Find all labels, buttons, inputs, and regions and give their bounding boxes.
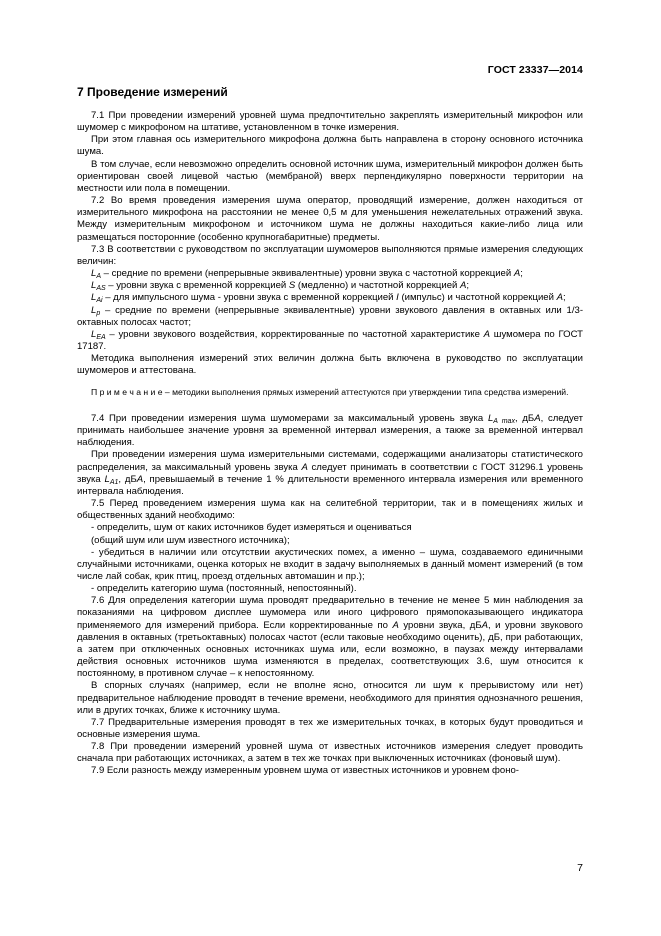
paragraph-7-4: 7.4 При проведении измерения шума шумомерами за максимальный уровень звука $L_{A max}$, дБA, следует принимать наибольшее значение уровня за временной интервал измерения, а также за временной интервал наблюдения.	[77, 412, 584, 449]
paragraph-7-6: 7.6 Для определения категории шума проводят предварительно в течение не менее 5 мин наблюдения за показаниями на цифровом дисплее шумомера или иного цифрового прямопоказывающего индикатора применяемого для измерений прибора. Если корректированные по A уровни звука, дБA, и уровни звукового давления в октавных (третьоктавных) полосах частот (если таковые необходимо оценить), дБ, при работающих, а затем при отключенных основных источниках шума или, если возможно, в паузах между интервалами действия основных источников шума изменяются в пределах, соответствующих 3.6, шум относится к постоянному, в противном случае – к непостоянному.	[77, 595, 583, 680]
paragraph: 7.1 При проведении измерений уровней шума предпочтительно закреплять измерительный микрофон или шумомер с микрофоном на штативе, установленном в точке измерения.	[77, 110, 583, 134]
paragraph: 7.3 В соответствии с руководством по эксплуатации шумомеров выполняются прямые измерения следующих величин:	[77, 243, 583, 267]
list-item: (общий шум или шум известного источника);	[91, 534, 290, 546]
definition-lp: $L_p$ – средние по времени (непрерывные эквивалентные) уровни звукового давления в октавных или 1/3-октавных полосах частот;	[77, 304, 583, 328]
paragraph: Методика выполнения измерений этих величин должна быть включена в руководство по эксплуатации шумомеров и аттестована.	[77, 353, 583, 377]
list-item: - определить категорию шума (постоянный, непостоянный).	[91, 583, 357, 595]
note: П р и м е ч а н и е – методики выполнения прямых измерений аттестуются при утверждении типа средства измерений.	[91, 387, 569, 398]
paragraph: 7.9 Если разность между измеренным уровнем шума от известных источников и уровнем фоно-	[91, 765, 519, 777]
list-item: - убедиться в наличии или отсутствии акустических помех, а именно – шума, создаваемого единичными случайными источниками, оценка которых не входит в задачу выполняемых в данный момент измерений (в том числе лай собак, крик птиц, проезд отдельных автомашин и пр.);	[77, 546, 583, 582]
paragraph: 7.8 При проведении измерений уровней шума от известных источников измерения следует проводить сначала при работающих источниках, а затем в тех же точках при выключенных источниках (фоновый шум).	[77, 741, 583, 765]
definition-lai: $L_{Ai}$ – для импульсного шума - уровни звука с временной коррекцией I (импульс) и частотной коррекцией A;	[91, 292, 566, 305]
paragraph-max-level: При проведении измерения шума измерительными системами, содержащими анализаторы статистического распределения, за максимальный уровень звука A следует принимать в соответствии с ГОСТ 31296.1 уровень звука $L_{A1}$, дБA, превышаемый в течение 1 % длительности временного интервала измерения или временного интервала наблюдения.	[77, 449, 583, 497]
paragraph: 7.7 Предварительные измерения проводят в тех же измерительных точках, в которых будут проводиться и основные измерения шума.	[77, 716, 583, 740]
page-number: 7	[577, 862, 583, 874]
document-code: ГОСТ 23337—2014	[487, 64, 583, 76]
paragraph: 7.2 Во время проведения измерения шума оператор, проводящий измерение, должен находиться от измерительного микрофона на расстоянии не менее 0,5 м для уменьшения нежелательных отражений звука. Между измерительным микрофоном и источником шума не должны находиться какие-либо лица или размещаться посторонние (особенно крупногабаритные) предметы.	[77, 195, 583, 243]
definition-las: $L_{AS}$ – уровни звука с временной коррекцией S (медленно) и частотной коррекцией A;	[91, 280, 470, 293]
definition-la: $L_A$ – средние по времени (непрерывные эквивалентные) уровни звука с частотной коррекцией A;	[91, 268, 523, 281]
paragraph: 7.5 Перед проведением измерения шума как на селитебной территории, так и в помещениях жилых и общественных зданий необходимо:	[77, 498, 583, 522]
paragraph: В спорных случаях (например, если не вполне ясно, относится ли шум к прерывистому или нет) предварительное наблюдение проводят в течение времени, необходимого для принятия однозначного решения, или в других точках, ближе к источнику шума.	[77, 680, 583, 716]
paragraph: При этом главная ось измерительного микрофона должна быть направлена в сторону основного источника шума.	[77, 134, 583, 158]
paragraph: В том случае, если невозможно определить основной источник шума, измерительный микрофон должен быть ориентирован своей лицевой частью (мембраной) вверх перпендикулярно поверхности территории на местности или пола в помещении.	[77, 158, 583, 194]
definition-lea: $L_{EA}$ – уровни звукового воздействия, корректированные по частотной характеристике A шумомера по ГОСТ 17187.	[77, 328, 583, 352]
section-title: 7 Проведение измерений	[77, 85, 228, 99]
section-body	[77, 110, 583, 778]
list-item: - определить, шум от каких источников будет измеряться и оцениваться	[91, 522, 412, 534]
